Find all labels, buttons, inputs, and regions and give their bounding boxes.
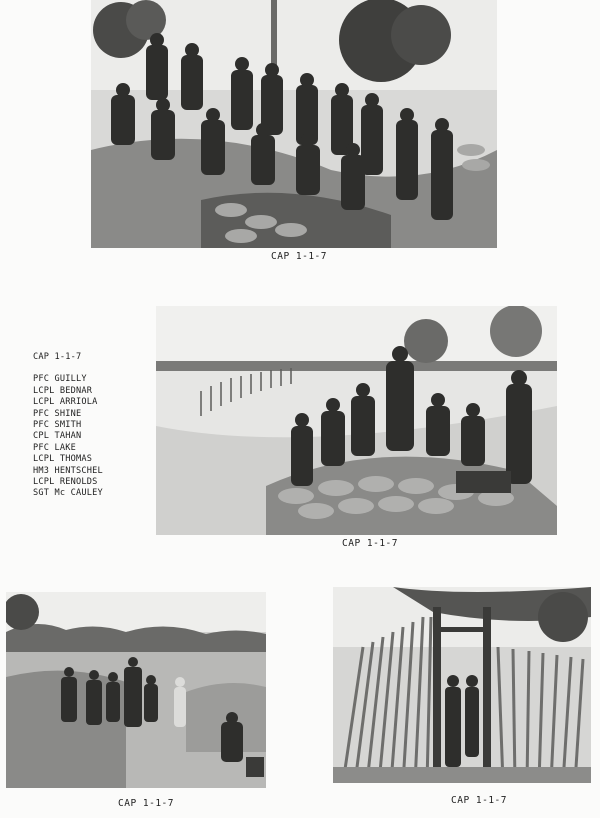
photo-sandbag-position bbox=[156, 306, 557, 535]
roster-member: LCPL ARRIOLA bbox=[33, 397, 98, 408]
roster-member: LCPL THOMAS bbox=[33, 454, 93, 465]
roster-list bbox=[33, 352, 103, 500]
roster-member: PFC GUILLY bbox=[33, 374, 87, 385]
photo-bamboo-gate bbox=[333, 587, 591, 783]
photo-caption: CAP 1-1-7 bbox=[451, 795, 507, 806]
photo-group-bunker bbox=[91, 0, 497, 248]
roster-member: PFC SHINE bbox=[33, 408, 82, 419]
roster-member: LCPL RENOLDS bbox=[33, 477, 98, 488]
roster-member: HM3 HENTSCHEL bbox=[33, 465, 103, 476]
roster-member: LCPL BEDNAR bbox=[33, 385, 93, 396]
photo-caption: CAP 1-1-7 bbox=[271, 251, 327, 262]
roster-member: PFC SMITH bbox=[33, 420, 82, 431]
photo-caption: CAP 1-1-7 bbox=[118, 798, 174, 809]
roster-title: CAP 1-1-7 bbox=[33, 352, 82, 362]
roster-member: PFC LAKE bbox=[33, 442, 76, 453]
photo-caption: CAP 1-1-7 bbox=[342, 538, 398, 549]
photo-trench-area bbox=[6, 592, 266, 788]
roster-member: CPL TAHAN bbox=[33, 431, 82, 442]
roster-member: SGT Mc CAULEY bbox=[33, 488, 103, 499]
